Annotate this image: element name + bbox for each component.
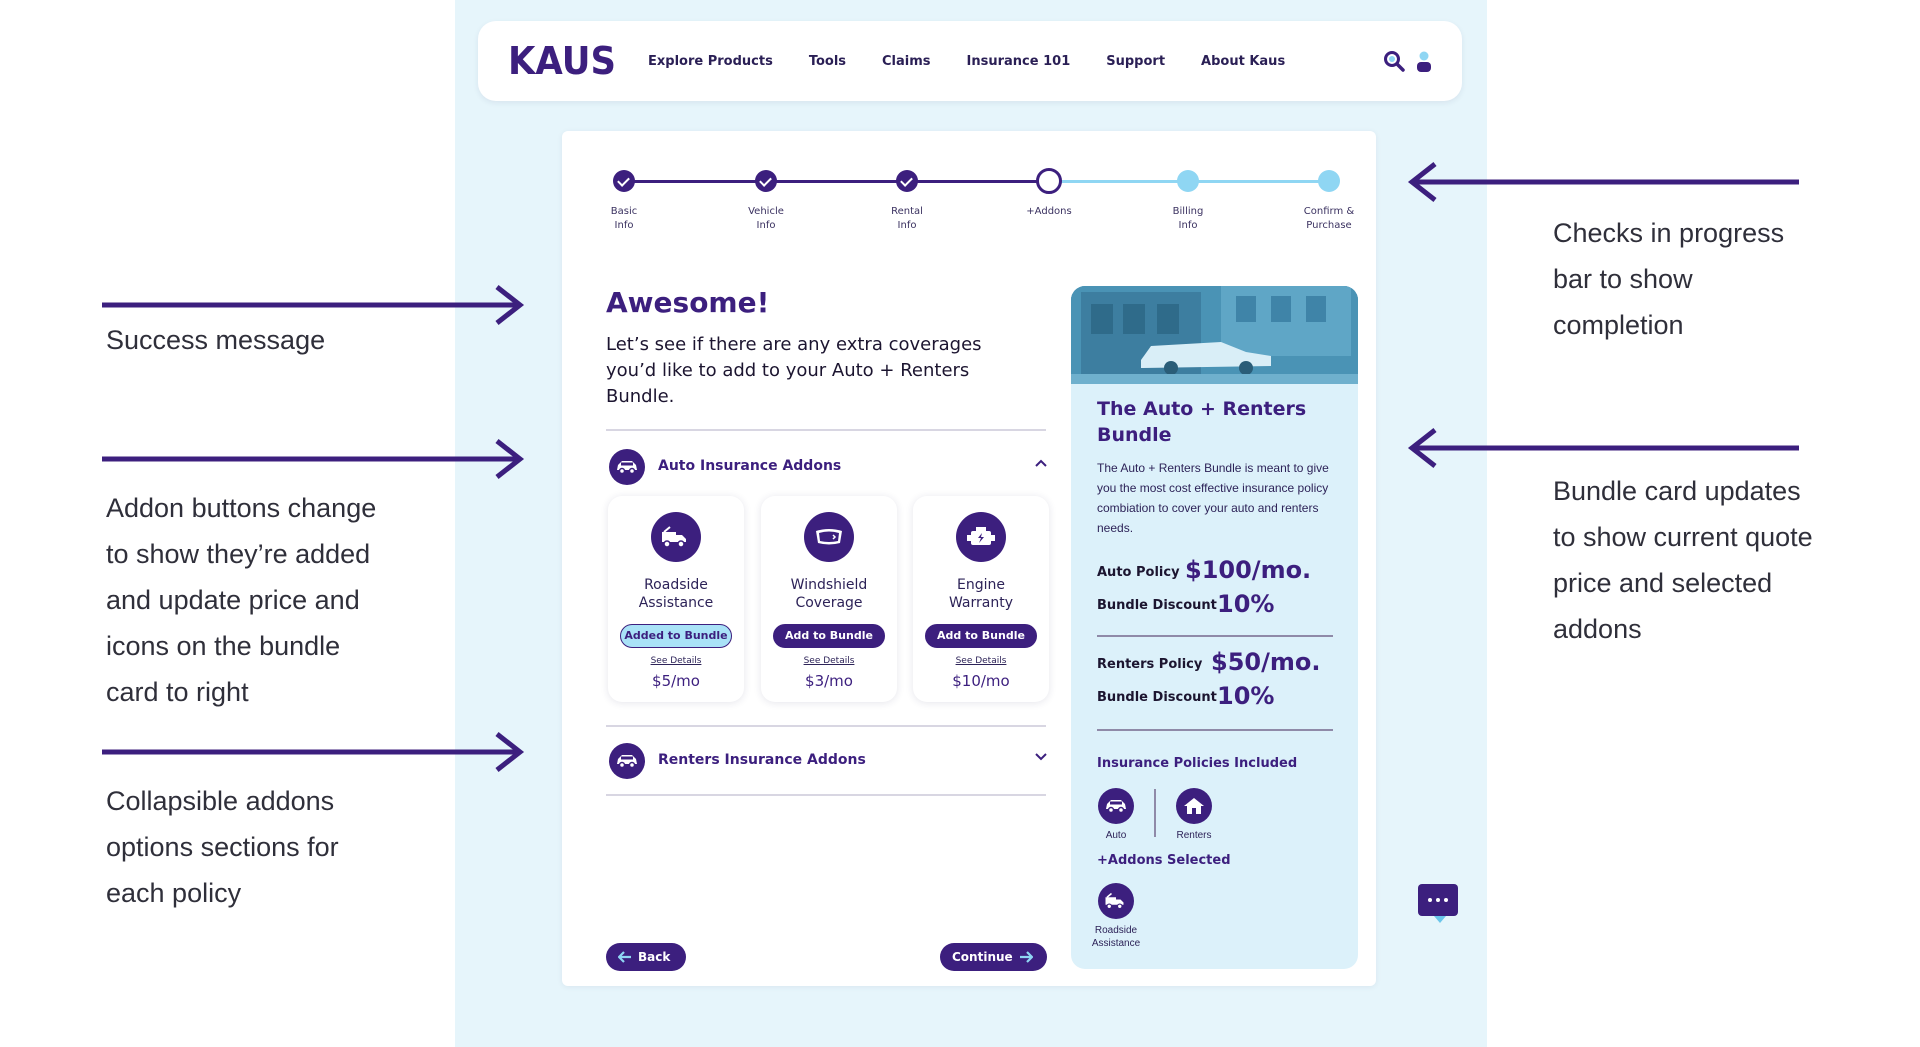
addon-card-windshield [761,496,897,702]
addon-price: $10/mo [952,672,1010,690]
arrow-right-icon [102,437,532,481]
arrow-left-icon [618,951,632,963]
step-label-billing-info: Billing Info [1172,206,1204,231]
addon-card-engine [913,496,1049,702]
bundle-divider [1097,729,1333,731]
policy-label-renters: Renters [1176,830,1212,841]
search-icon[interactable] [1382,49,1406,73]
back-button[interactable] [606,943,686,971]
engine-icon [956,512,1006,562]
nav-tools[interactable]: Tools [808,53,847,69]
arrow-left-icon [1405,426,1800,470]
top-nav [478,21,1462,101]
auto-discount-label: Bundle Discount [1097,598,1217,613]
account-icon[interactable] [1412,49,1436,73]
see-details-link[interactable]: See Details [650,656,702,666]
renters-discount-label: Bundle Discount [1097,690,1217,705]
nav-claims[interactable]: Claims [882,53,931,69]
continue-button[interactable] [940,943,1047,971]
bundle-card [1071,286,1358,969]
annotation-addon-buttons: Addon buttons change to show they’re added and update price and icons on the bundle card to right [106,493,377,707]
annotation-collapsible: Collapsible addons options sections for each policy [106,786,339,908]
step-label-vehicle-info: Vehicle Info [748,206,784,231]
step-dot-rental-info [896,170,918,192]
section-divider [606,725,1046,727]
step-label-addons: +Addons [1026,206,1072,217]
addon-selected-label: Roadside Assistance [1091,925,1141,949]
tow-truck-icon [651,512,701,562]
auto-policy-price: $100/mo. [1185,556,1312,584]
see-details-link[interactable]: See Details [955,656,1007,666]
success-message: Let’s see if there are any extra coverages you’d like to add to your Auto + Renters Bundle. [606,334,982,407]
renters-discount-value: 10% [1217,682,1275,710]
addon-card-roadside [608,496,744,702]
policy-label-auto: Auto [1105,830,1127,841]
chat-icon[interactable] [1418,884,1458,916]
addon-name: Windshield Coverage [790,577,868,611]
bundle-photo [1071,286,1358,384]
addon-name: Roadside Assistance [638,577,714,611]
tow-truck-icon [1098,883,1134,919]
step-dot-vehicle-info [755,170,777,192]
add-to-bundle-button[interactable]: Add to Bundle [925,624,1037,648]
svg-text:KAUS: KAUS [508,41,616,79]
success-title: Awesome! [606,286,770,319]
progress-line-complete [624,180,1049,183]
chevron-up-icon[interactable] [1034,458,1048,468]
add-to-bundle-button[interactable]: Add to Bundle [773,624,885,648]
auto-policy-label: Auto Policy [1097,565,1180,580]
nav-menu [648,21,1285,101]
bundle-title: The Auto + Renters Bundle [1097,398,1307,446]
nav-support[interactable]: Support [1106,53,1166,69]
policy-divider [1154,789,1156,837]
arrow-left-icon [1405,160,1800,204]
chevron-down-icon[interactable] [1034,752,1048,762]
step-dot-confirm-purchase [1318,170,1340,192]
added-to-bundle-button[interactable]: Added to Bundle [620,624,732,648]
annotation-progress: Checks in progress bar to show completion [1553,218,1785,340]
see-details-link[interactable]: See Details [803,656,855,666]
annotation-bundle-card: Bundle card updates to show current quote price and selected addons [1553,476,1813,644]
addon-price: $5/mo [652,672,700,690]
step-dot-addons [1036,168,1062,194]
continue-label: Continue [952,950,1013,964]
step-dot-basic-info [613,170,635,192]
back-label: Back [638,950,671,964]
car-icon [609,743,645,779]
arrow-right-icon [1019,951,1033,963]
policies-included-title: Insurance Policies Included [1097,756,1298,771]
step-label-rental-info: Rental Info [891,206,923,231]
arrow-right-icon [102,283,532,327]
step-label-confirm-purchase: Confirm & Purchase [1303,206,1355,231]
addon-price: $3/mo [805,672,853,690]
renters-addons-title[interactable]: Renters Insurance Addons [658,752,866,768]
kaus-logo[interactable] [508,41,618,79]
nav-about-kaus[interactable]: About Kaus [1201,53,1286,69]
nav-insurance-101[interactable]: Insurance 101 [966,53,1071,69]
car-icon [609,449,645,485]
car-icon [1098,788,1134,824]
auto-addons-title[interactable]: Auto Insurance Addons [658,458,842,474]
renters-policy-label: Renters Policy [1097,657,1203,672]
windshield-icon [804,512,854,562]
house-icon [1176,788,1212,824]
arrow-right-icon [102,730,532,774]
renters-policy-price: $50/mo. [1211,648,1321,676]
step-label-basic-info: Basic Info [610,206,638,231]
step-dot-billing-info [1177,170,1199,192]
bundle-divider [1097,635,1333,637]
bundle-description: The Auto + Renters Bundle is meant to give you the most cost effective insurance policy combiation to cover your auto and renters needs. [1097,461,1329,535]
section-divider [606,794,1046,796]
auto-discount-value: 10% [1217,590,1275,618]
addons-selected-title: +Addons Selected [1097,853,1231,868]
nav-explore-products[interactable]: Explore Products [648,53,773,69]
section-divider [606,429,1046,431]
addon-name: Engine Warranty [948,577,1014,611]
annotation-success: Success message [106,325,326,355]
